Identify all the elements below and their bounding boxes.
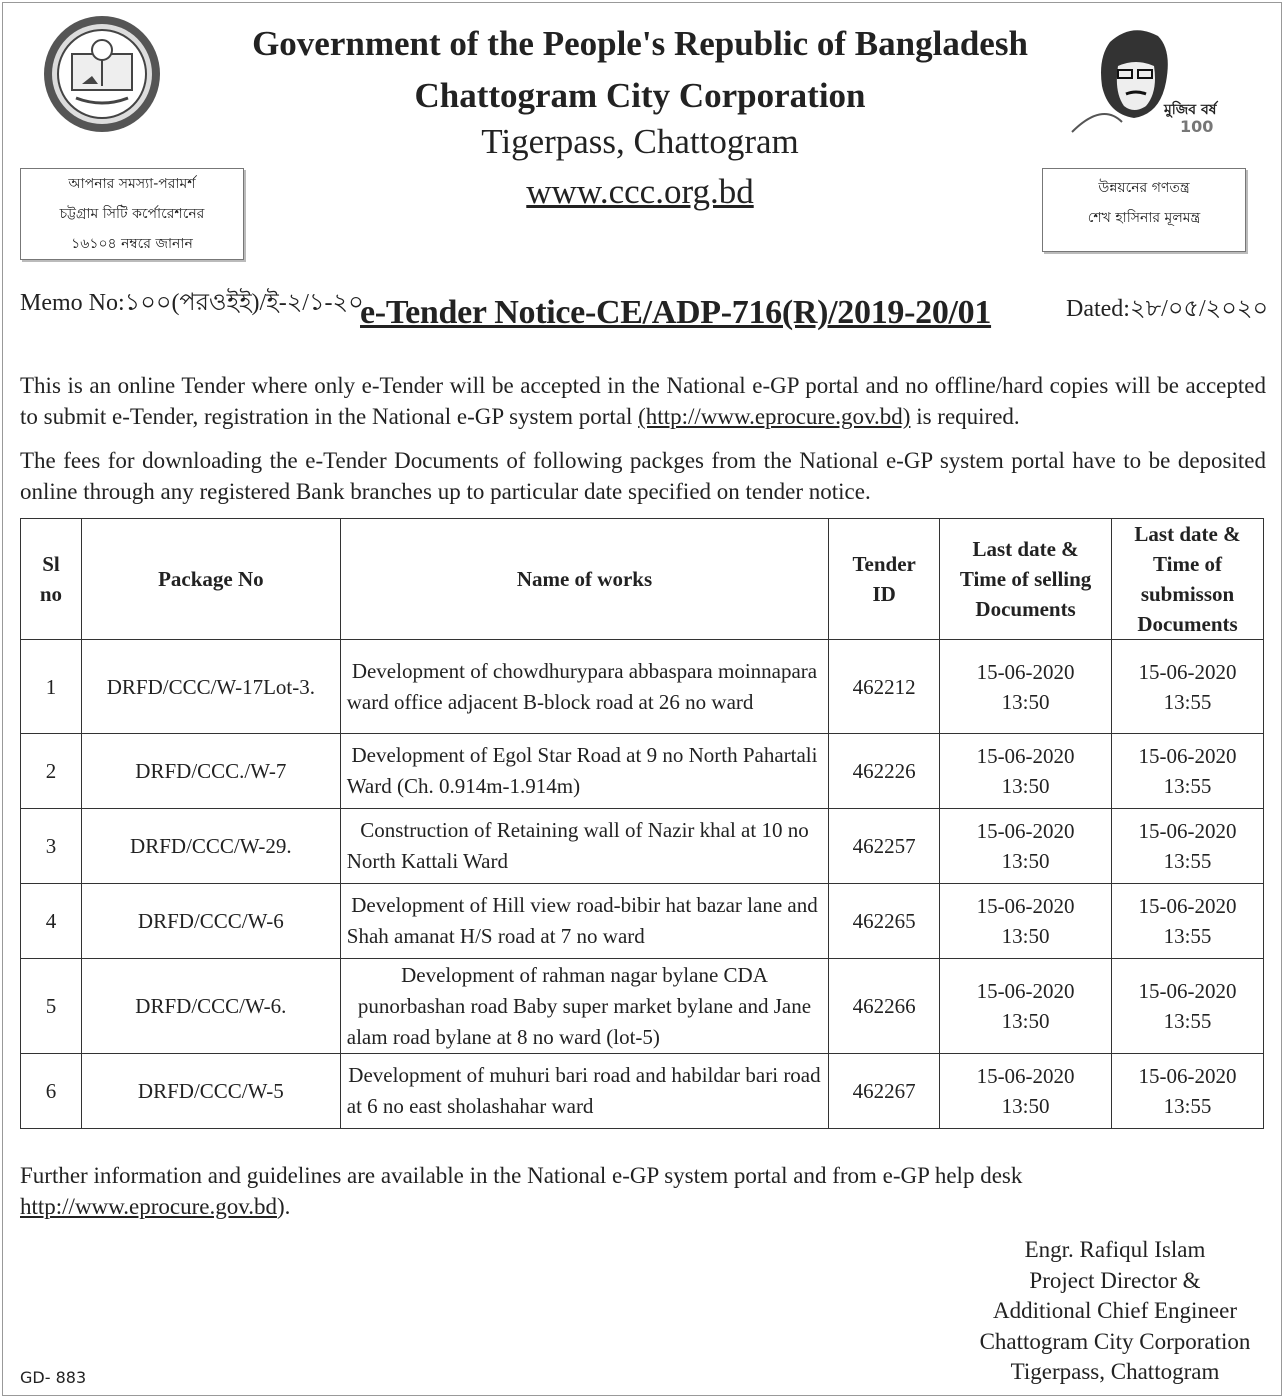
col-sl: Sl no	[21, 519, 82, 640]
cell-tender-id: 462226	[829, 734, 940, 809]
intro-text-a: This is an online Tender where only e-Tender will be accepted in the National e-GP portal and no offline/hard copies will be accepted to submit e-Tender, registration in the National e-GP system portal	[20, 373, 1266, 429]
table-header-row	[21, 519, 1264, 640]
intro-paragraph	[20, 370, 1266, 432]
signatory-place: Tigerpass, Chattogram	[1010, 1359, 1220, 1384]
cell-submission: 15-06-2020 13:55	[1112, 734, 1264, 809]
table-row	[21, 884, 1264, 959]
eprocure-helpdesk-link[interactable]: http://www.eprocure.gov.bd	[20, 1194, 277, 1219]
signature-block	[960, 1235, 1270, 1388]
memo-number: Memo No:১০০(পরওইই)/ই-২/১-২০	[20, 290, 364, 316]
cell-tender-id: 462266	[829, 959, 940, 1054]
table-row	[21, 734, 1264, 809]
cell-selling: 15-06-2020 13:50	[940, 734, 1112, 809]
cell-sl: 4	[21, 884, 82, 959]
cell-sl: 5	[21, 959, 82, 1054]
cell-works: Development of rahman nagar bylane CDA punorbashan road Baby super market bylane and Jane alam road bylane at 8 no ward (lot-5)	[340, 959, 828, 1054]
header-website[interactable]: www.ccc.org.bd	[526, 172, 754, 211]
slogan-box	[1042, 168, 1246, 252]
signatory-org: Chattogram City Corporation	[979, 1328, 1251, 1354]
further-suffix: ).	[277, 1194, 291, 1219]
table-row	[21, 809, 1264, 884]
cell-sl: 1	[21, 640, 82, 734]
intro-text-b: is required.	[910, 404, 1020, 429]
cell-sl: 6	[21, 1054, 82, 1129]
cell-package: DRFD/CCC/W-29.	[81, 809, 340, 884]
slogan-line1: উন্নয়নের গণতন্ত্র	[1098, 180, 1190, 196]
header-government: Government of the People's Republic of Bangladesh	[252, 24, 1028, 63]
signatory-title2: Additional Chief Engineer	[993, 1298, 1237, 1323]
cell-works: Development of chowdhurypara abbaspara moinnapara ward office adjacent B-block road at 26 no ward	[340, 640, 828, 734]
header-address: Tigerpass, Chattogram	[481, 122, 799, 161]
cell-works: Development of muhuri bari road and habildar bari road at 6 no east sholashahar ward	[340, 1054, 828, 1129]
slogan-line2: শেখ হাসিনার মূলমন্ত্র	[1087, 210, 1201, 226]
tender-table	[20, 518, 1264, 1129]
signatory-title1: Project Director &	[1029, 1267, 1201, 1293]
col-tender-id: Tender ID	[829, 519, 940, 640]
table-row	[21, 640, 1264, 734]
cell-submission: 15-06-2020 13:55	[1112, 1054, 1264, 1129]
table-row	[21, 1054, 1264, 1129]
helpline-box	[20, 168, 244, 260]
cell-tender-id: 462265	[829, 884, 940, 959]
cell-works: Construction of Retaining wall of Nazir khal at 10 no North Kattali Ward	[340, 809, 828, 884]
cell-tender-id: 462267	[829, 1054, 940, 1129]
col-works: Name of works	[340, 519, 828, 640]
col-submission: Last date & Time of submisson Documents	[1112, 519, 1264, 640]
cell-tender-id: 462212	[829, 640, 940, 734]
mujib-borsho-portrait	[1062, 22, 1222, 140]
cell-package: DRFD/CCC./W-7	[81, 734, 340, 809]
signatory-name: Engr. Rafiqul Islam	[1024, 1237, 1206, 1262]
cell-package: DRFD/CCC/W-6	[81, 884, 340, 959]
cell-sl: 3	[21, 809, 82, 884]
cell-submission: 15-06-2020 13:55	[1112, 884, 1264, 959]
gd-number: GD- 883	[20, 1368, 87, 1387]
notice-title: e-Tender Notice-CE/ADP-716(R)/2019-20/01	[360, 294, 992, 331]
cell-sl: 2	[21, 734, 82, 809]
portrait-number: 100	[1180, 117, 1214, 136]
portrait-caption: মুজিব বর্ষ	[1164, 102, 1217, 118]
cell-package: DRFD/CCC/W-5	[81, 1054, 340, 1129]
cell-selling: 15-06-2020 13:50	[940, 809, 1112, 884]
further-text: Further information and guidelines are available in the National e-GP system portal and from e-GP help desk	[20, 1163, 1023, 1188]
fees-paragraph: The fees for downloading the e-Tender Documents of following packges from the National e-GP system portal have to be deposited online through any registered Bank branches up to particular date specified on tender notice.	[20, 448, 1266, 504]
cell-package: DRFD/CCC/W-6.	[81, 959, 340, 1054]
notice-date: Dated:২৮/০৫/২০২০	[1066, 296, 1269, 322]
cell-selling: 15-06-2020 13:50	[940, 884, 1112, 959]
eprocure-link[interactable]: (http://www.eprocure.gov.bd)	[638, 404, 911, 429]
cell-submission: 15-06-2020 13:55	[1112, 640, 1264, 734]
col-package: Package No	[81, 519, 340, 640]
col-selling: Last date & Time of selling Documents	[940, 519, 1112, 640]
cell-selling: 15-06-2020 13:50	[940, 959, 1112, 1054]
ccc-logo-seal	[42, 14, 162, 134]
helpline-line2: চট্টগ্রাম সিটি কর্পোরেশনের	[59, 206, 205, 222]
cell-package: DRFD/CCC/W-17Lot-3.	[81, 640, 340, 734]
cell-tender-id: 462257	[829, 809, 940, 884]
cell-submission: 15-06-2020 13:55	[1112, 809, 1264, 884]
cell-works: Development of Hill view road-bibir hat bazar lane and Shah amanat H/S road at 7 no ward	[340, 884, 828, 959]
further-info	[20, 1160, 1260, 1222]
cell-selling: 15-06-2020 13:50	[940, 1054, 1112, 1129]
header-corporation: Chattogram City Corporation	[414, 76, 866, 115]
helpline-line1: আপনার সমস্যা-পরামর্শ	[68, 176, 196, 192]
cell-selling: 15-06-2020 13:50	[940, 640, 1112, 734]
cell-submission: 15-06-2020 13:55	[1112, 959, 1264, 1054]
table-row	[21, 959, 1264, 1054]
cell-works: Development of Egol Star Road at 9 no North Pahartali Ward (Ch. 0.914m-1.914m)	[340, 734, 828, 809]
helpline-line3: ১৬১০৪ নম্বরে জানান	[71, 236, 193, 252]
